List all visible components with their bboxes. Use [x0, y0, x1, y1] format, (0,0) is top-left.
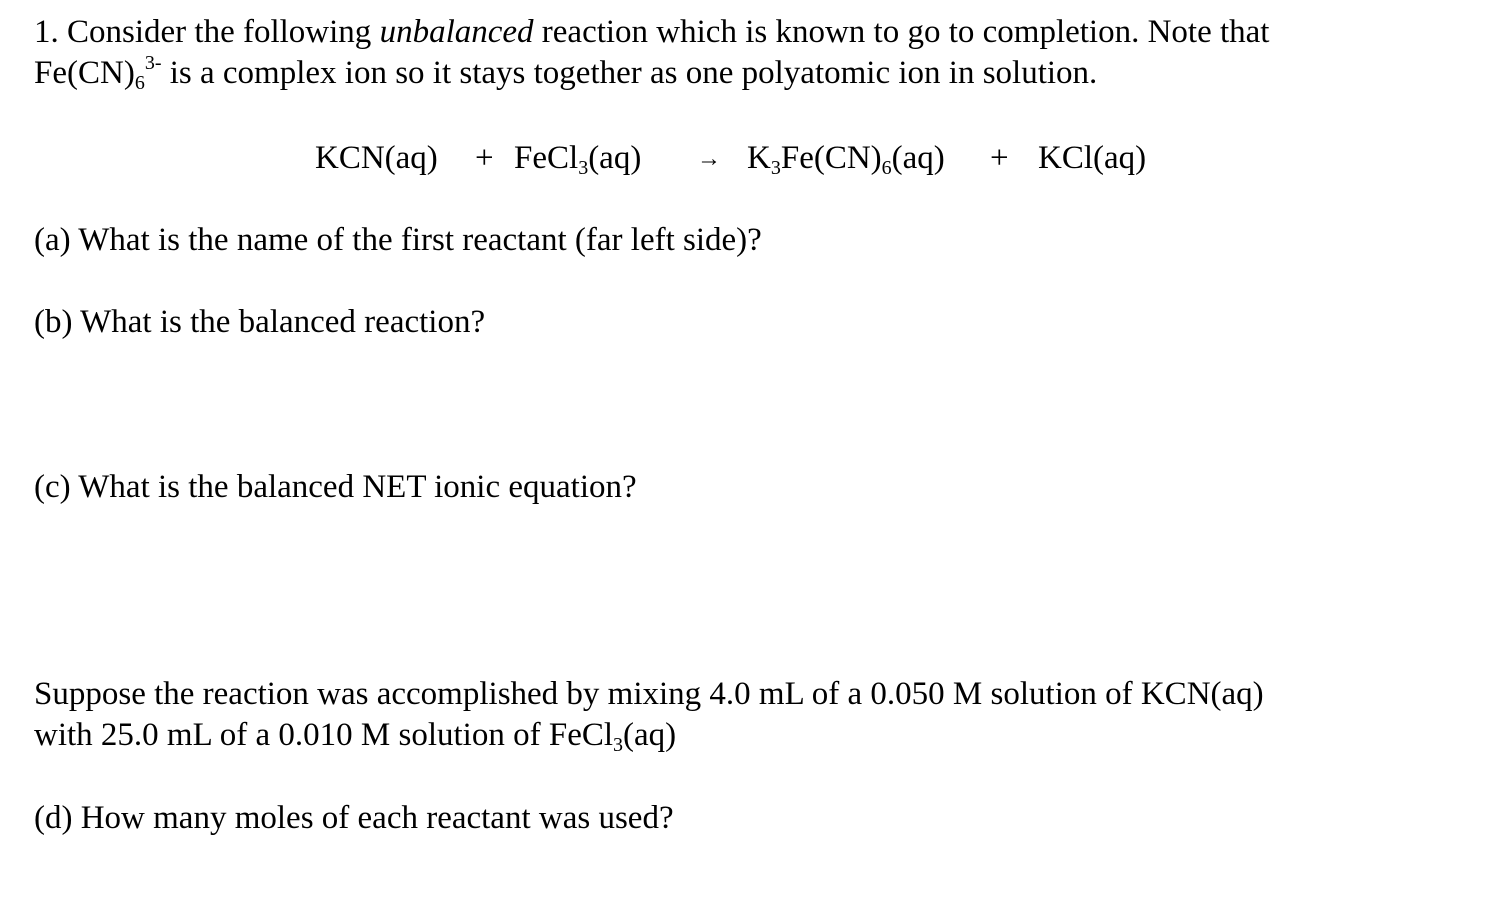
reactant-fecl3: FeCl3(aq) [514, 140, 642, 179]
reaction-arrow: → [697, 146, 721, 172]
product-k3fecn6: K3Fe(CN)6(aq) [747, 140, 945, 179]
intro-text-1: Consider the following [67, 14, 372, 50]
scenario-line1: Suppose the reaction was accomplished by mixing 4.0 mL of a 0.050 M solution of KCN(aq) [34, 676, 1264, 712]
question-a: (a) What is the name of the first reactant (far left side)? [34, 222, 762, 258]
question-d: (d) How many moles of each reactant was used? [34, 800, 674, 836]
reactant-kcn: KCN(aq) [315, 140, 438, 176]
scenario-line2: with 25.0 mL of a 0.010 M solution of FeCl3(aq) [34, 717, 677, 756]
plus-sign-1: + [475, 140, 494, 176]
complex-ion: $Fe(CN)6^{3-}$ [34, 52, 162, 94]
question-c: (c) What is the balanced NET ionic equation? [34, 469, 637, 505]
product-kcl: KCl(aq) [1038, 140, 1147, 176]
question-b: (b) What is the balanced reaction? [34, 304, 486, 340]
problem-intro-line1 [34, 12, 1269, 52]
intro-emphasis: unbalanced [379, 14, 534, 50]
intro-text-3: is a complex ion so it stays together as one polyatomic ion in solution. [169, 55, 1098, 91]
problem-number: 1. [34, 14, 59, 50]
problem-intro-line2 [34, 53, 1097, 97]
intro-text-2: reaction which is known to go to completion. Note that [541, 14, 1270, 50]
plus-sign-2: + [990, 140, 1009, 176]
